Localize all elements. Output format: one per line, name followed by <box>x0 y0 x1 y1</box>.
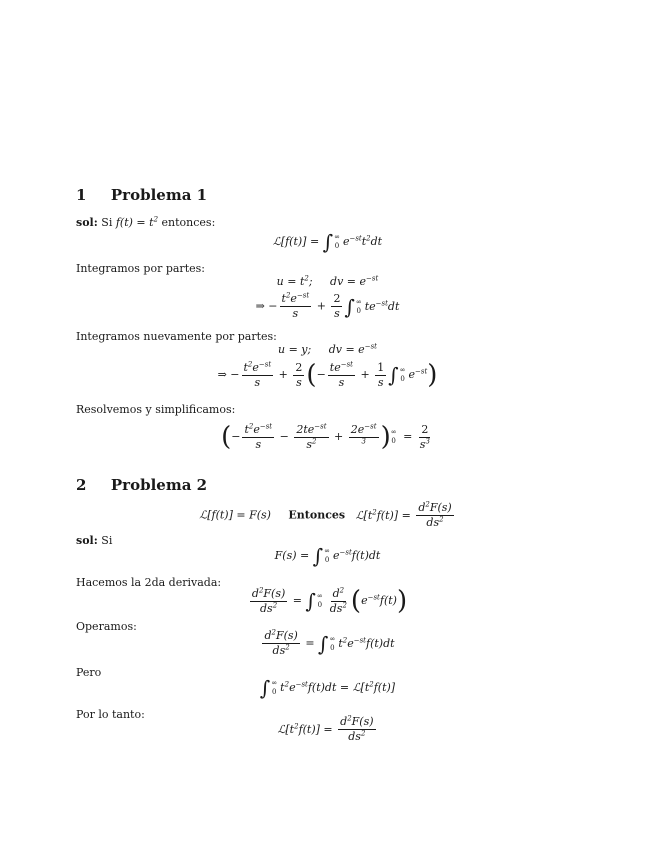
eq-u-dv-1: $u = t^2$; dv = $e^{-st}$ <box>276 274 379 288</box>
sol-text: Si <box>101 534 113 547</box>
p2-por-lo-tanto: Por lo tanto: <box>76 708 145 721</box>
p2-hacemos: Hacemos la 2da derivada: <box>76 576 222 589</box>
eq-laplace-def: ℒ[f(t)] = ∫ ∞ 0 $e^{-st}t^2dt$ <box>272 230 383 254</box>
section-title: Problema 2 <box>110 476 208 494</box>
eq-result-1: (− $\frac{t^2e^{-st}}{s}$ − $\frac{2te^{-st}}{s^2}$ + $\frac{2e^{-st}}{^3}$ ) ∞ 0 = $\frac{2}{s^3}$ <box>221 421 430 452</box>
eq-second-derivative: $\frac{d^2F(s)}{ds^2}$ = ∫ ∞ 0 $\frac{d^2}{ds^2}$ $(e^{-st}f(t))$ <box>251 585 408 616</box>
p1-resolvemos: Resolvemos y simplificamos: <box>76 403 236 416</box>
p1-integ-nuevamente: Integramos nuevamente por partes: <box>76 330 277 343</box>
eq-final: $ℒ[t^2f(t)]$ = $\frac{d^2F(s)}{ds^2}$ <box>277 714 374 743</box>
eq-u-dv-2: u = y; dv = $e^{-st}$ <box>278 342 377 356</box>
section-2-heading <box>76 476 207 494</box>
sol-label: sol: <box>76 534 98 547</box>
eq-pero: ∫ ∞ 0 $t^2e^{-st}f(t)dt$ = $ℒ[t^2f(t)]$ <box>259 676 396 700</box>
section-number: 1 <box>76 186 87 204</box>
eq-F-def: F(s) = ∫ ∞ 0 $e^{-st}f(t)dt$ <box>274 544 381 568</box>
eq-operamos: $\frac{d^2F(s)}{ds^2}$ = ∫ ∞ 0 $t^2e^{-st}f(t)dt$ <box>264 628 395 657</box>
section-1-heading <box>76 186 207 204</box>
inline-math: $f(t) = t^2$ <box>115 215 159 229</box>
eq-problem-2-statement: ℒ[f(t)] = F(s) Entonces $ℒ[t^2f(t)]$ = $\frac{d^2F(s)}{ds^2}$ <box>199 500 452 529</box>
section-title: Problema 1 <box>110 186 208 204</box>
sol-text-post: entonces: <box>161 216 216 229</box>
p1-integ-partes: Integramos por partes: <box>76 262 205 275</box>
p2-operamos: Operamos: <box>76 620 137 633</box>
eq-step-2: ⇒ − $\frac{t^2e^{-st}}{s}$ + $\frac{2}{s}$ (− $\frac{te^{-st}}{s}$ + $\frac{1}{s}$ ∫ ∞ 0 $e^{-st}$) <box>217 359 438 390</box>
sol-label: sol: <box>76 216 98 229</box>
section-number: 2 <box>76 476 87 494</box>
eq-step-1: ⇒ − $\frac{t^2e^{-st}}{s}$ + $\frac{2}{s}$ ∫ ∞ 0 $te^{-st}dt$ <box>255 291 400 320</box>
p1-sol-line <box>76 216 215 229</box>
p2-pero: Pero <box>76 666 102 679</box>
entonces-label: Entonces <box>288 508 346 522</box>
sol-text-pre: Si <box>101 216 113 229</box>
